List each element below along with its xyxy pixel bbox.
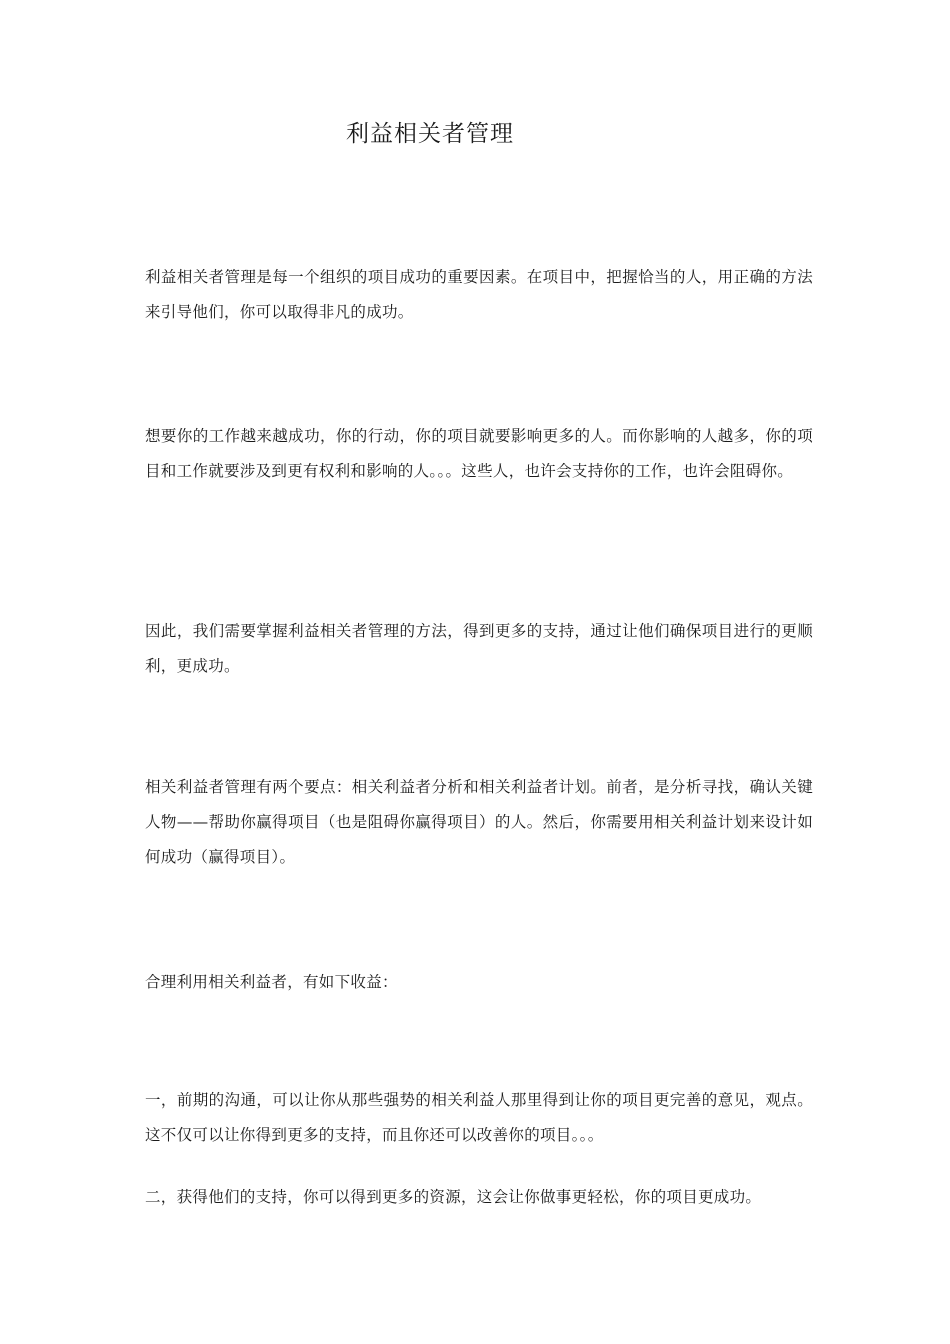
- paragraph-intro: 利益相关者管理是每一个组织的项目成功的重要因素。在项目中，把握恰当的人，用正确的方法来引导他们，你可以取得非凡的成功。: [145, 268, 813, 321]
- paragraph-benefit-two: 二，获得他们的支持，你可以得到更多的资源，这会让你做事更轻松，你的项目更成功。: [145, 1188, 762, 1206]
- paragraph-benefits-heading: 合理利用相关利益者，有如下收益：: [145, 973, 398, 991]
- paragraph-key-points: 相关利益者管理有两个要点：相关利益者分析和相关利益者计划。前者，是分析寻找，确认关键人物——帮助你赢得项目（也是阻碍你赢得项目）的人。然后，你需要用相关利益计划来设计如何成功（赢得项目）。: [145, 778, 813, 866]
- paragraph-benefit-one: 一，前期的沟通，可以让你从那些强势的相关利益人那里得到让你的项目更完善的意见，观点。这不仅可以让你得到更多的支持，而且你还可以改善你的项目。。。: [145, 1091, 813, 1144]
- paragraph-influence: 想要你的工作越来越成功，你的行动，你的项目就要影响更多的人。而你影响的人越多，你的项目和工作就要涉及到更有权利和影响的人。。。这些人，也许会支持你的工作，也许会阻碍你。: [145, 427, 813, 480]
- page-title: 利益相关者管理: [346, 121, 514, 147]
- paragraph-therefore: 因此，我们需要掌握利益相关者管理的方法，得到更多的支持，通过让他们确保项目进行的更顺利，更成功。: [145, 622, 813, 675]
